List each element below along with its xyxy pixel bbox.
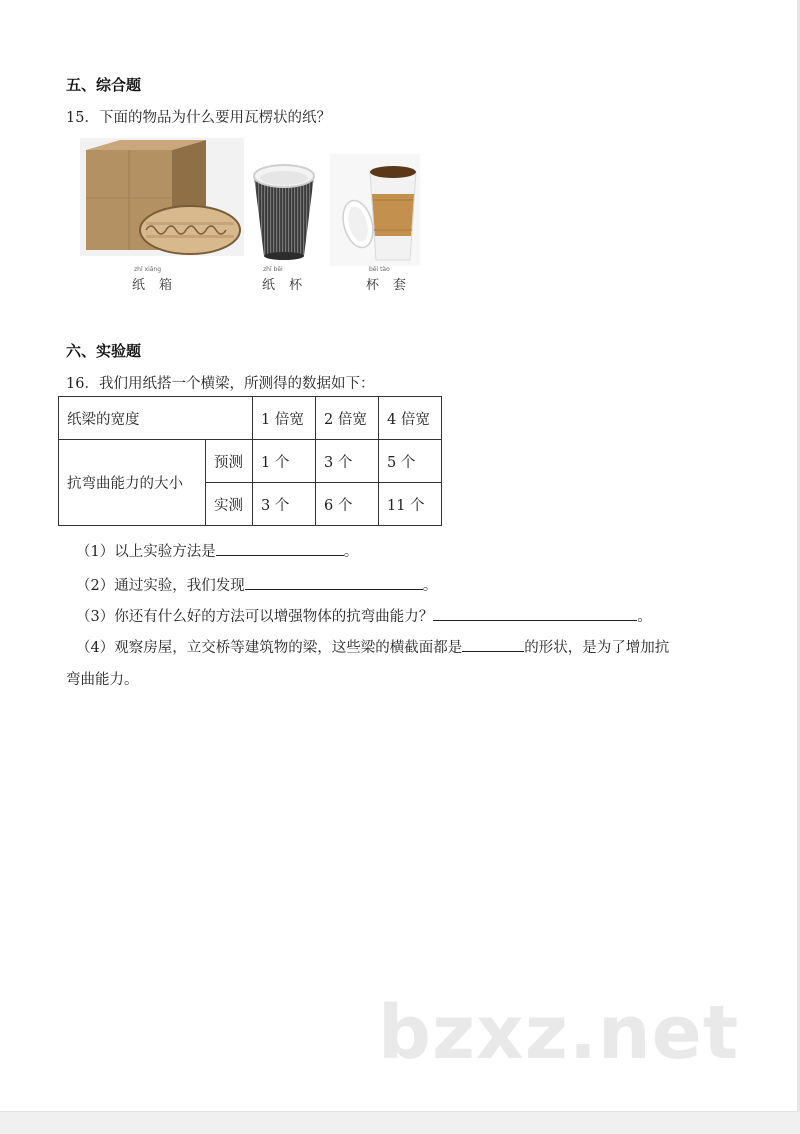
data-table — [58, 396, 442, 526]
cardboard-box-image — [80, 138, 244, 256]
table-row — [59, 440, 442, 483]
table-cell: 1 个 — [253, 440, 316, 483]
subquestion-1 — [76, 540, 358, 561]
caption-paper-box: 纸箱 — [132, 278, 187, 293]
subquestion-text: 。 — [637, 609, 652, 625]
caption-pinyin: zhǐ xiāng — [134, 266, 162, 273]
subquestion-text: （1）以上实验方法是 — [76, 544, 216, 560]
answer-blank[interactable] — [462, 637, 524, 652]
table-header-cell: 4 倍宽 — [379, 397, 442, 440]
caption-pinyin: zhǐ bēi — [263, 266, 283, 273]
section6-heading: 六、实验题 — [66, 342, 142, 360]
paper-cup-image — [246, 150, 322, 260]
caption-pinyin: bēi tào — [369, 266, 390, 273]
table-cell: 5 个 — [379, 440, 442, 483]
table-header-cell: 纸梁的宽度 — [59, 397, 253, 440]
caption-paper-cup: 纸杯 — [262, 278, 317, 293]
watermark-text: bzxz.net — [378, 990, 740, 1076]
subquestion-text: （4）观察房屋，立交桥等建筑物的梁，这些梁的横截面都是 — [76, 640, 463, 656]
subquestion-4 — [76, 636, 669, 657]
row-group-label: 抗弯曲能力的大小 — [59, 440, 206, 526]
answer-blank[interactable] — [245, 575, 423, 590]
table-cell: 3 个 — [253, 483, 316, 526]
table-header-row — [59, 397, 442, 440]
subquestion-4-continued: 弯曲能力。 — [66, 672, 139, 688]
row-label: 实测 — [206, 483, 253, 526]
section5-heading: 五、综合题 — [66, 76, 142, 94]
cup-sleeve-image — [330, 154, 420, 266]
subquestion-text: 。 — [422, 578, 438, 594]
answer-blank[interactable] — [433, 606, 637, 621]
caption-cup-sleeve: 杯套 — [366, 278, 421, 293]
table-cell: 3 个 — [316, 440, 379, 483]
page-footer-bar — [0, 1111, 800, 1134]
subquestion-2 — [76, 574, 437, 595]
subquestion-text: （2）通过实验，我们发现 — [76, 578, 245, 594]
answer-blank[interactable] — [216, 541, 344, 556]
subquestion-text: （3）你还有什么好的方法可以增强物体的抗弯曲能力？ — [76, 609, 434, 625]
table-header-cell: 2 倍宽 — [316, 397, 379, 440]
row-label: 预测 — [206, 440, 253, 483]
subquestion-3 — [76, 605, 652, 626]
question-16: 16．我们用纸搭一个横梁，所测得的数据如下： — [66, 376, 375, 392]
subquestion-text: 。 — [343, 544, 359, 560]
table-header-cell: 1 倍宽 — [253, 397, 316, 440]
table-cell: 11 个 — [379, 483, 442, 526]
subquestion-text: 的形状，是为了增加抗 — [524, 640, 670, 656]
question-15: 15．下面的物品为什么要用瓦楞状的纸？ — [66, 110, 331, 126]
table-cell: 6 个 — [316, 483, 379, 526]
